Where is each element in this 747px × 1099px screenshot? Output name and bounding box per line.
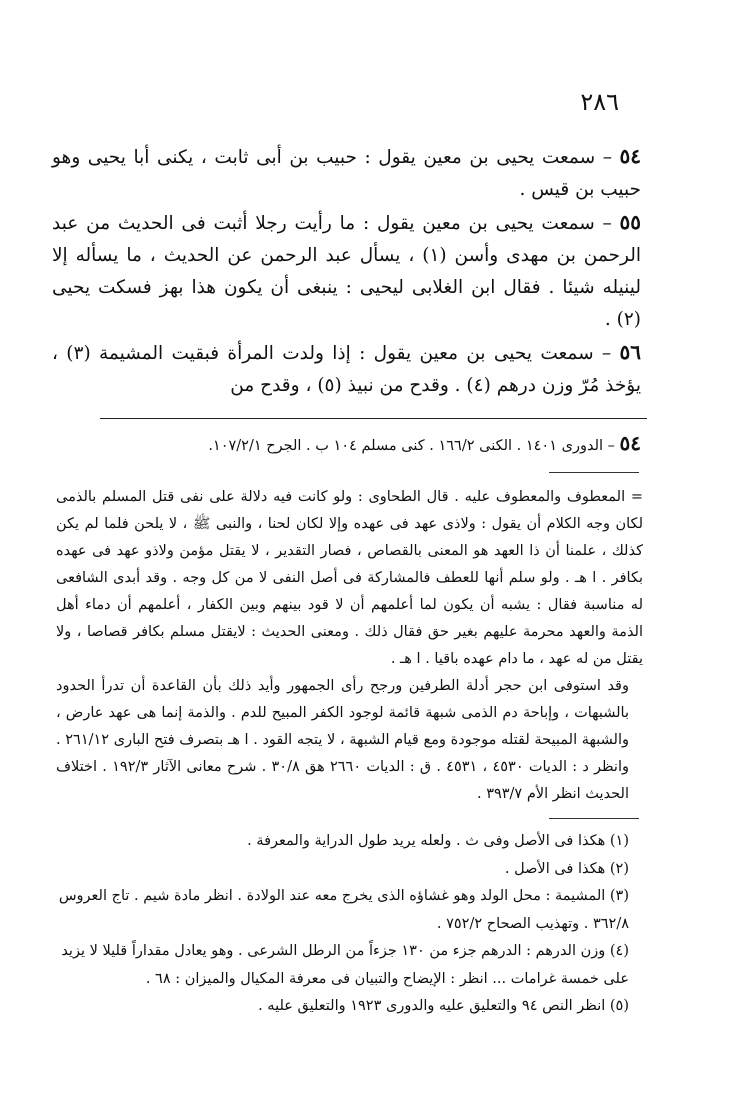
main-divider (100, 418, 647, 419)
footnotes-divider (549, 818, 639, 819)
hadith-text: – سمعت يحيى بن معين يقول : ما رأيت رجلا أثبت فى الحديث من عبد الرحمن بن مهدى وأسن (١) ، يسأل عبد الرحمن عن الحديث ، ما يسأله إلا لينيله شيئا . فقال ابن الغلابى ليحيى : ينبغى أن يكون هذا بهز فسكت يحيى (٢) . (52, 213, 641, 330)
footnotes-block (56, 828, 643, 1021)
hadith-text: – سمعت يحيى بن معين يقول : إذا ولدت المرأة فبقيت المشيمة (٣) ، يؤخذ مُرّ وزن درهم (٤) . وقدح من نبيذ (٥) ، وقدح من (52, 343, 641, 396)
commentary-block (56, 484, 643, 808)
reference-text: – الدورى ١٤٠١ . الكنى ١٦٦/٢ . كنى مسلم ١٠٤ ب . الجرح ١٠٧/٢/١. (208, 438, 620, 454)
footnote-item: (١) هكذا فى الأصل وفى ث . ولعله يريد طول الدراية والمعرفة . (247, 833, 629, 849)
reference-number: ٥٤ (619, 431, 641, 455)
footnote-item: (٥) انظر النص ٩٤ والتعليق عليه والدورى ١٩٢٣ والتعليق عليه . (258, 998, 629, 1014)
main-text-block (52, 140, 641, 402)
hadith-number: ٥٥ (619, 210, 641, 234)
hadith-text: – سمعت يحيى بن معين يقول : حبيب بن أبى ثابت ، يكنى أبا يحيى وهو حبيب بن قيس . (52, 147, 641, 200)
commentary-paragraph: = المعطوف والمعطوف عليه . قال الطحاوى : ولو كانت فيه دلالة على نفى قتل المسلم بالذمى لكان وجه الكلام أن يقول : ولاذى عهد فى عهده وإلا لكان لحنا ، والنبى ﷺ ، لا يلحن فلما لم يكن كذلك ، علمنا أن ذا العهد هو المعنى بالقصاص ، فصار التقدير ، لا يقتل مؤمن ولاذو عهد فى عهده بكافر . ا هـ . ولو سلم أنها للعطف فالمشاركة فى أصل النفى لا من كل وجه . وقد أبدى الشافعى له مناسبة فقال : يشبه أن يكون لما أعلمهم أن لا قود بينهم وبين الكفار ، أعلمهم أن دماء أهل الذمة والعهد محرمة عليهم بغير حق فقال ذلك . ومعنى الحديث : لايقتل مسلم بكافر قصاصا ، ولا يقتل من له عهد ، ما دام عهده باقيا . ا هـ . (56, 489, 643, 667)
footnote-item: (٤) وزن الدرهم : الدرهم جزء من ١٣٠ جزءاً من الرطل الشرعى . وهو يعادل مقداراً قليلا لا يزيد على خمسة غرامات ... انظر : الإيضاح والتبيان فى معرفة المكيال والميزان : ٦٨ . (61, 943, 629, 987)
reference-line (50, 432, 641, 457)
hadith-number: ٥٤ (619, 144, 641, 168)
page-number: ٢٨٦ (580, 88, 619, 116)
main-paragraph (52, 206, 641, 336)
footnote-item: (٢) هكذا فى الأصل . (504, 860, 629, 877)
commentary-paragraph: وقد استوفى ابن حجر أدلة الطرفين ورجح رأى الجمهور وأيد ذلك بأن القاعدة أن تدرأ الحدود بالشبهات ، وإباحة دم الذمى شبهة قائمة لوجود الكفر المبيح للدم . والذمة إنما هى عهد عارض ، والشبهة المبيحة لقتله موجودة ومع قيام الشبهة ، لا يتجه القود . ا هـ بتصرف فتح البارى ٢٦١/١٢ . وانظر د : الديات ٤٥٣٠ ، ٤٥٣١ . ق : الديات ٢٦٦٠ هق ٣٠/٨ . شرح معانى الآثار ١٩٢/٣ . اختلاف الحديث انظر الأم ٣٩٣/٧ . (56, 678, 629, 802)
main-paragraph (52, 336, 641, 402)
commentary-divider (549, 472, 639, 473)
footnote-item: (٣) المشيمة : محل الولد وهو غشاؤه الذى يخرج معه عند الولادة . انظر مادة شيم . تاج العروس ٣٦٢/٨ . وتهذيب الصحاح ٧٥٢/٢ . (58, 888, 629, 932)
main-paragraph (52, 140, 641, 206)
hadith-number: ٥٦ (619, 340, 641, 364)
